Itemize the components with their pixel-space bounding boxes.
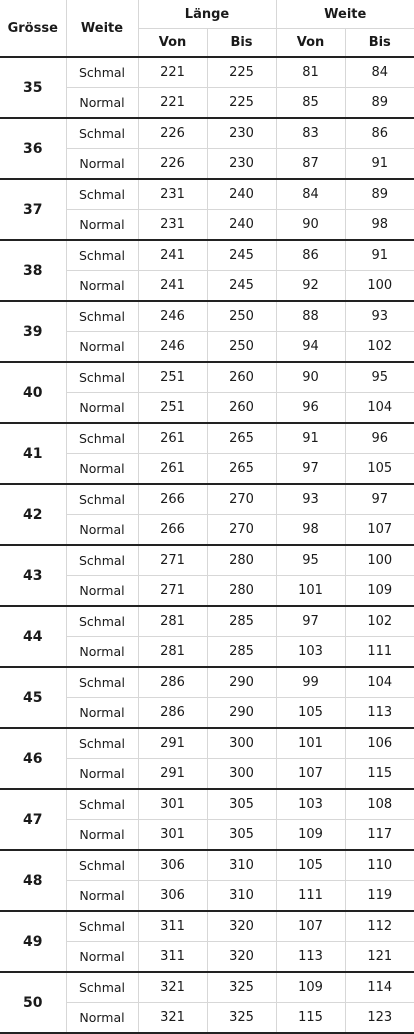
size-cell: 38 — [0, 240, 66, 301]
length-to-cell: 230 — [207, 149, 276, 180]
length-to-cell: 325 — [207, 1003, 276, 1034]
width-type-cell: Normal — [66, 88, 138, 119]
size-cell: 44 — [0, 606, 66, 667]
width-type-cell: Schmal — [66, 972, 138, 1003]
width-type-cell: Schmal — [66, 57, 138, 88]
width-from-cell: 111 — [276, 881, 345, 912]
length-to-cell: 305 — [207, 820, 276, 851]
width-type-cell: Normal — [66, 1003, 138, 1034]
width-to-cell: 121 — [345, 942, 414, 973]
size-cell: 35 — [0, 57, 66, 118]
width-to-cell: 97 — [345, 484, 414, 515]
length-from-cell: 226 — [138, 118, 207, 149]
width-type-cell: Schmal — [66, 240, 138, 271]
width-to-cell: 104 — [345, 667, 414, 698]
length-from-cell: 291 — [138, 759, 207, 790]
length-to-cell: 265 — [207, 423, 276, 454]
size-cell: 50 — [0, 972, 66, 1033]
table-row — [0, 179, 414, 210]
header-length-group: Länge — [138, 0, 276, 29]
width-type-cell: Schmal — [66, 118, 138, 149]
length-to-cell: 320 — [207, 942, 276, 973]
size-cell: 39 — [0, 301, 66, 362]
length-from-cell: 286 — [138, 667, 207, 698]
length-from-cell: 246 — [138, 301, 207, 332]
width-to-cell: 91 — [345, 149, 414, 180]
width-to-cell: 100 — [345, 271, 414, 302]
table-row — [0, 57, 414, 88]
size-cell: 40 — [0, 362, 66, 423]
width-to-cell: 105 — [345, 454, 414, 485]
width-to-cell: 107 — [345, 515, 414, 546]
width-from-cell: 99 — [276, 667, 345, 698]
width-to-cell: 91 — [345, 240, 414, 271]
table-row — [0, 240, 414, 271]
length-from-cell: 221 — [138, 57, 207, 88]
length-to-cell: 325 — [207, 972, 276, 1003]
width-from-cell: 101 — [276, 576, 345, 607]
length-to-cell: 280 — [207, 545, 276, 576]
table-row — [0, 850, 414, 881]
length-to-cell: 285 — [207, 637, 276, 668]
table-row — [0, 118, 414, 149]
width-type-cell: Schmal — [66, 667, 138, 698]
width-to-cell: 114 — [345, 972, 414, 1003]
length-to-cell: 270 — [207, 484, 276, 515]
length-from-cell: 311 — [138, 911, 207, 942]
table-row — [0, 423, 414, 454]
width-from-cell: 88 — [276, 301, 345, 332]
length-from-cell: 311 — [138, 942, 207, 973]
width-from-cell: 81 — [276, 57, 345, 88]
length-from-cell: 221 — [138, 88, 207, 119]
width-from-cell: 115 — [276, 1003, 345, 1034]
length-to-cell: 250 — [207, 301, 276, 332]
width-from-cell: 103 — [276, 637, 345, 668]
length-from-cell: 281 — [138, 637, 207, 668]
header-length-from: Von — [138, 29, 207, 58]
width-to-cell: 93 — [345, 301, 414, 332]
width-from-cell: 93 — [276, 484, 345, 515]
length-from-cell: 231 — [138, 210, 207, 241]
width-to-cell: 108 — [345, 789, 414, 820]
table-row — [0, 789, 414, 820]
header-width-from: Von — [276, 29, 345, 58]
length-from-cell: 231 — [138, 179, 207, 210]
width-type-cell: Normal — [66, 698, 138, 729]
size-cell: 45 — [0, 667, 66, 728]
size-cell: 49 — [0, 911, 66, 972]
width-to-cell: 100 — [345, 545, 414, 576]
width-type-cell: Normal — [66, 942, 138, 973]
width-to-cell: 111 — [345, 637, 414, 668]
width-from-cell: 95 — [276, 545, 345, 576]
width-to-cell: 98 — [345, 210, 414, 241]
width-to-cell: 113 — [345, 698, 414, 729]
width-from-cell: 90 — [276, 362, 345, 393]
length-to-cell: 260 — [207, 393, 276, 424]
size-cell: 47 — [0, 789, 66, 850]
length-to-cell: 300 — [207, 728, 276, 759]
width-type-cell: Schmal — [66, 179, 138, 210]
length-to-cell: 240 — [207, 179, 276, 210]
header-width-group: Weite — [276, 0, 414, 29]
width-to-cell: 109 — [345, 576, 414, 607]
width-type-cell: Normal — [66, 393, 138, 424]
width-from-cell: 91 — [276, 423, 345, 454]
width-to-cell: 117 — [345, 820, 414, 851]
width-type-cell: Normal — [66, 149, 138, 180]
width-from-cell: 92 — [276, 271, 345, 302]
width-type-cell: Normal — [66, 759, 138, 790]
width-to-cell: 89 — [345, 88, 414, 119]
length-to-cell: 285 — [207, 606, 276, 637]
width-to-cell: 119 — [345, 881, 414, 912]
width-type-cell: Normal — [66, 332, 138, 363]
width-from-cell: 105 — [276, 698, 345, 729]
width-type-cell: Schmal — [66, 728, 138, 759]
width-from-cell: 113 — [276, 942, 345, 973]
width-type-cell: Normal — [66, 820, 138, 851]
width-from-cell: 109 — [276, 820, 345, 851]
length-to-cell: 305 — [207, 789, 276, 820]
length-from-cell: 241 — [138, 240, 207, 271]
width-to-cell: 95 — [345, 362, 414, 393]
length-to-cell: 265 — [207, 454, 276, 485]
length-to-cell: 320 — [207, 911, 276, 942]
width-from-cell: 98 — [276, 515, 345, 546]
width-from-cell: 107 — [276, 911, 345, 942]
length-to-cell: 225 — [207, 88, 276, 119]
width-from-cell: 101 — [276, 728, 345, 759]
length-from-cell: 266 — [138, 515, 207, 546]
width-to-cell: 84 — [345, 57, 414, 88]
width-type-cell: Schmal — [66, 362, 138, 393]
length-from-cell: 321 — [138, 972, 207, 1003]
length-to-cell: 240 — [207, 210, 276, 241]
table-row — [0, 362, 414, 393]
width-type-cell: Normal — [66, 271, 138, 302]
length-to-cell: 225 — [207, 57, 276, 88]
length-from-cell: 261 — [138, 423, 207, 454]
width-type-cell: Normal — [66, 210, 138, 241]
header-width: Weite — [66, 0, 138, 57]
width-type-cell: Schmal — [66, 911, 138, 942]
width-from-cell: 109 — [276, 972, 345, 1003]
width-type-cell: Normal — [66, 881, 138, 912]
width-from-cell: 85 — [276, 88, 345, 119]
length-to-cell: 270 — [207, 515, 276, 546]
width-to-cell: 102 — [345, 606, 414, 637]
width-to-cell: 104 — [345, 393, 414, 424]
table-row — [0, 728, 414, 759]
length-from-cell: 261 — [138, 454, 207, 485]
table-body — [0, 57, 414, 1033]
length-from-cell: 266 — [138, 484, 207, 515]
width-to-cell: 115 — [345, 759, 414, 790]
width-type-cell: Schmal — [66, 789, 138, 820]
width-from-cell: 103 — [276, 789, 345, 820]
size-cell: 46 — [0, 728, 66, 789]
length-from-cell: 321 — [138, 1003, 207, 1034]
size-cell: 43 — [0, 545, 66, 606]
length-from-cell: 271 — [138, 545, 207, 576]
length-from-cell: 301 — [138, 820, 207, 851]
table-row — [0, 911, 414, 942]
width-to-cell: 123 — [345, 1003, 414, 1034]
width-to-cell: 106 — [345, 728, 414, 759]
width-type-cell: Schmal — [66, 423, 138, 454]
width-type-cell: Normal — [66, 637, 138, 668]
table-header — [0, 0, 414, 57]
width-from-cell: 84 — [276, 179, 345, 210]
length-to-cell: 290 — [207, 698, 276, 729]
width-type-cell: Schmal — [66, 301, 138, 332]
width-from-cell: 94 — [276, 332, 345, 363]
header-length-to: Bis — [207, 29, 276, 58]
width-to-cell: 86 — [345, 118, 414, 149]
width-from-cell: 83 — [276, 118, 345, 149]
length-from-cell: 241 — [138, 271, 207, 302]
length-to-cell: 260 — [207, 362, 276, 393]
width-type-cell: Schmal — [66, 850, 138, 881]
width-type-cell: Schmal — [66, 606, 138, 637]
width-type-cell: Normal — [66, 454, 138, 485]
length-from-cell: 251 — [138, 362, 207, 393]
length-to-cell: 310 — [207, 881, 276, 912]
width-to-cell: 96 — [345, 423, 414, 454]
header-width-to: Bis — [368, 35, 391, 50]
length-from-cell: 281 — [138, 606, 207, 637]
width-type-cell: Normal — [66, 576, 138, 607]
length-from-cell: 251 — [138, 393, 207, 424]
width-from-cell: 97 — [276, 454, 345, 485]
length-to-cell: 230 — [207, 118, 276, 149]
table-row — [0, 484, 414, 515]
size-cell: 36 — [0, 118, 66, 179]
width-to-cell: 112 — [345, 911, 414, 942]
width-from-cell: 96 — [276, 393, 345, 424]
width-to-cell: 110 — [345, 850, 414, 881]
size-cell: 41 — [0, 423, 66, 484]
table-row — [0, 972, 414, 1003]
header-size: Grösse — [0, 0, 66, 57]
length-to-cell: 290 — [207, 667, 276, 698]
length-from-cell: 246 — [138, 332, 207, 363]
table-row — [0, 301, 414, 332]
width-to-cell: 89 — [345, 179, 414, 210]
length-from-cell: 226 — [138, 149, 207, 180]
length-to-cell: 300 — [207, 759, 276, 790]
width-type-cell: Normal — [66, 515, 138, 546]
length-to-cell: 310 — [207, 850, 276, 881]
size-cell: 37 — [0, 179, 66, 240]
length-to-cell: 250 — [207, 332, 276, 363]
width-to-cell: 102 — [345, 332, 414, 363]
length-to-cell: 245 — [207, 240, 276, 271]
table-row — [0, 667, 414, 698]
width-from-cell: 86 — [276, 240, 345, 271]
width-from-cell: 97 — [276, 606, 345, 637]
size-cell: 48 — [0, 850, 66, 911]
length-from-cell: 301 — [138, 789, 207, 820]
length-from-cell: 291 — [138, 728, 207, 759]
length-from-cell: 286 — [138, 698, 207, 729]
table-row — [0, 606, 414, 637]
width-from-cell: 105 — [276, 850, 345, 881]
width-from-cell: 107 — [276, 759, 345, 790]
length-from-cell: 306 — [138, 881, 207, 912]
width-type-cell: Schmal — [66, 545, 138, 576]
length-to-cell: 280 — [207, 576, 276, 607]
width-type-cell: Schmal — [66, 484, 138, 515]
length-to-cell: 245 — [207, 271, 276, 302]
length-from-cell: 271 — [138, 576, 207, 607]
length-from-cell: 306 — [138, 850, 207, 881]
table-row — [0, 545, 414, 576]
width-from-cell: 90 — [276, 210, 345, 241]
width-from-cell: 87 — [276, 149, 345, 180]
size-cell: 42 — [0, 484, 66, 545]
